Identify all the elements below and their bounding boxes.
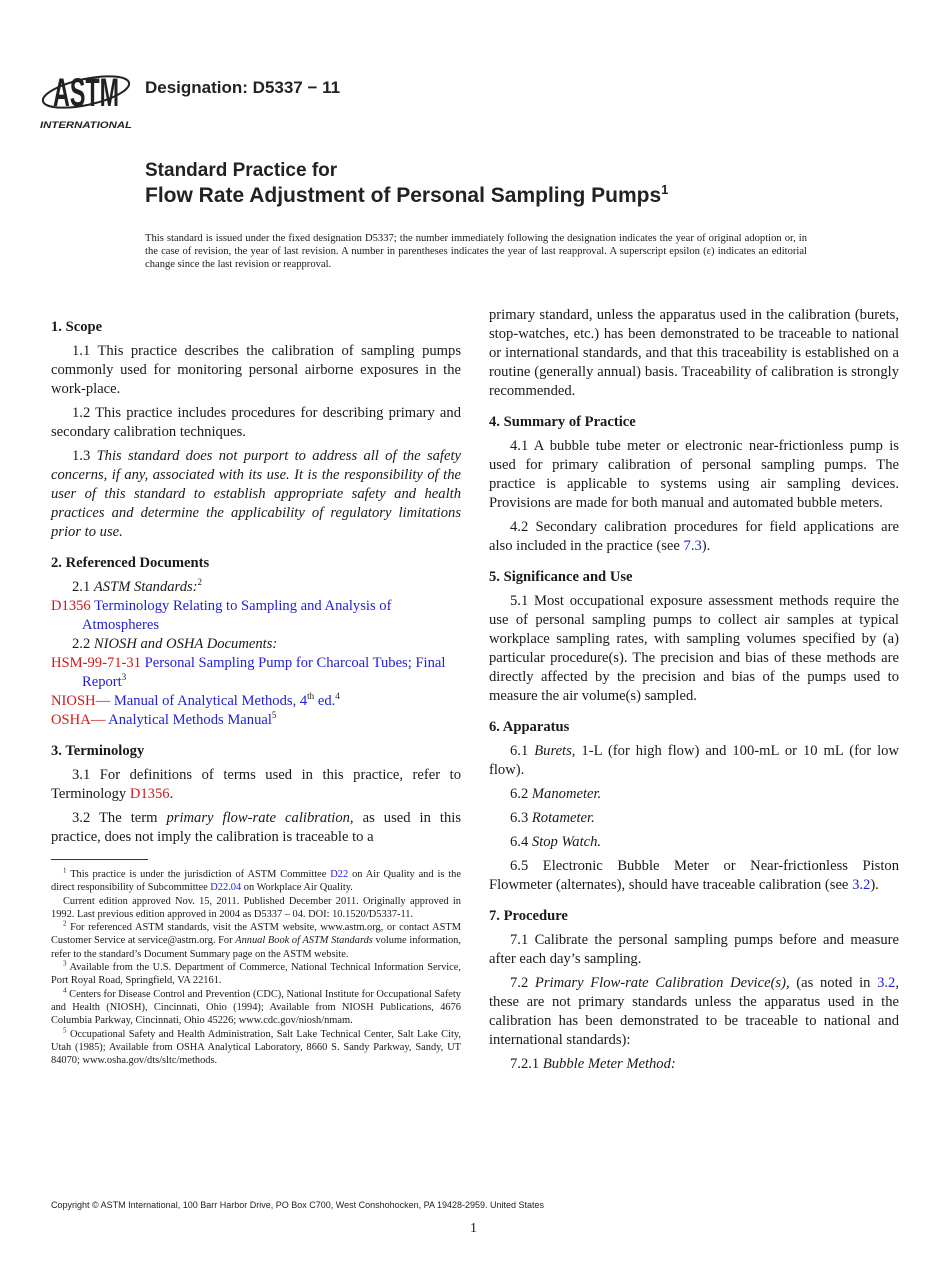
- footnote-mark: th: [307, 691, 315, 702]
- paragraph: [51, 895, 461, 922]
- text-run: ASTM Standards:: [93, 579, 198, 595]
- text-run: 5. Significance and Use: [489, 569, 633, 585]
- text-run: 5.1 Most occupational exposure assessment methods require the use of personal sampling pumps to collect air samples at typical workplace sampling rates, with sampling volumes specified by (a) particular procedure(s). The precision and bias of these methods are directly affected by the precision and bias of the pumps used to measure the air volume(s) sampled.: [489, 593, 899, 704]
- footnote-mark: 5: [271, 710, 277, 721]
- section-heading: [489, 718, 899, 737]
- section-heading: [489, 907, 899, 926]
- text-run: Current edition approved Nov. 15, 2011. Published December 2011. Originally approved in 1992. Last previous edition approved in 2004 as D5337 – 04. DOI: 10.1520/D5337-11.: [51, 895, 461, 920]
- reference-entry: [51, 692, 461, 711]
- left-column: [51, 306, 461, 852]
- text-run: Primary Flow-rate Calibration Device(s),: [534, 975, 790, 991]
- text-run: 1. Scope: [51, 319, 103, 335]
- cross-reference-link[interactable]: D22.04: [210, 882, 242, 894]
- paragraph: [489, 833, 899, 852]
- title-line-2: [145, 184, 668, 208]
- cross-reference-link[interactable]: ed.: [314, 693, 336, 709]
- text-run: Annual Book of ASTM Standards: [235, 935, 373, 947]
- cross-reference-link[interactable]: D22: [330, 869, 349, 880]
- text-run: 7.2: [510, 975, 535, 991]
- title-text: Flow Rate Adjustment of Personal Sampling Pumps: [145, 184, 662, 207]
- text-run: 2. Referenced Documents: [51, 555, 210, 571]
- text-run: 6.5 Electronic Bubble Meter or Near-frictionless Piston Flowmeter (alternates), should have traceable calibration (see: [489, 858, 899, 893]
- section-heading: [489, 413, 899, 432]
- footnotes: [51, 868, 461, 1067]
- paragraph: [489, 437, 899, 513]
- standard-notice: This standard is issued under the fixed designation D5337; the number immediately following the designation indicates the year of original adoption or, in the case of revision, the year of last revision. A number in parentheses indicates the year of last reapproval. A superscript epsilon (ε) indicates an editorial change since the last revision or reapproval.: [145, 233, 807, 271]
- paragraph: [489, 857, 899, 895]
- text-run: Burets,: [534, 743, 576, 759]
- text-run: , these are not primary standards unless the apparatus used in the calibration has been demonstrated to be traceable to national and international standards):: [489, 975, 900, 1048]
- title-footnote-mark: 1: [661, 182, 669, 197]
- paragraph: [51, 578, 461, 597]
- paragraph: [51, 988, 461, 1028]
- paragraph: [489, 809, 899, 828]
- text-run: 3. Terminology: [51, 743, 145, 759]
- footnote-divider: [51, 859, 148, 860]
- footnote-mark: 2: [197, 577, 203, 588]
- footnote-mark: 4: [335, 691, 340, 702]
- cross-reference-link[interactable]: Personal Sampling Pump for Charcoal Tubes; Final Report: [82, 655, 446, 690]
- cross-reference-link[interactable]: D1356: [129, 786, 170, 802]
- text-run: on Workplace Air Quality.: [241, 882, 353, 894]
- text-run: 6.2: [510, 786, 532, 802]
- paragraph: [489, 592, 899, 706]
- section-heading: [51, 742, 461, 761]
- text-run: Occupational Safety and Health Administration, Salt Lake Technical Center, Salt Lake City, Utah (1985); Available from OSHA Analytical Laboratory, 8660 S. Sandy Parkway, Sandy, UT 84070; www.osha.gov/dts/sltc/methods.: [51, 1028, 461, 1067]
- paragraph: [489, 931, 899, 969]
- text-run: 6.1: [510, 743, 535, 759]
- text-run: NIOSH and OSHA Documents:: [93, 636, 278, 652]
- footnote-mark: 1: [63, 866, 67, 875]
- text-run: 4. Summary of Practice: [489, 414, 636, 430]
- cross-reference-link[interactable]: HSM-99-71-31: [51, 655, 141, 671]
- text-run: For referenced ASTM standards, visit the ASTM website, www.astm.org, or contact ASTM Customer Service at service@astm.org. For: [51, 922, 461, 947]
- text-run: 2.1: [72, 579, 94, 595]
- section-heading: [51, 318, 461, 337]
- cross-reference-link[interactable]: 3.2: [877, 975, 896, 991]
- paragraph: [489, 306, 899, 401]
- cross-reference-link[interactable]: Terminology Relating to Sampling and Analysis of Atmospheres: [82, 598, 392, 633]
- paragraph: [51, 766, 461, 804]
- text-run: 1.3: [72, 448, 97, 464]
- footnote-mark: 3: [121, 672, 127, 683]
- footnote-mark: 4: [63, 986, 67, 995]
- text-run: 3.1 For definitions of terms used in this practice, refer to Terminology: [51, 767, 461, 802]
- text-run: 1-L (for high flow) and 100-mL or 10 mL (for low flow).: [489, 743, 900, 778]
- right-column: [489, 306, 899, 1074]
- text-run: 4.2 Secondary calibration procedures for field applications are also included in the practice (see: [489, 519, 899, 554]
- paragraph: [489, 742, 899, 780]
- text-run: 6.4: [510, 834, 532, 850]
- paragraph: [51, 1028, 461, 1068]
- paragraph: [51, 961, 461, 988]
- paragraph: [489, 785, 899, 804]
- paragraph: [489, 518, 899, 556]
- paragraph: [51, 868, 461, 895]
- text-run: 4.1 A bubble tube meter or electronic near-frictionless pump is used for primary calibration of personal sampling pumps. The practice is applicable to systems using air sampling devices. Provisions are made for both manual and automated bubble meters.: [489, 438, 899, 511]
- text-run: 3.2 The term: [72, 810, 167, 826]
- astm-logo: [38, 62, 134, 132]
- svg-text:ASTM: ASTM: [53, 71, 119, 115]
- cross-reference-link[interactable]: 7.3: [683, 538, 702, 554]
- paragraph: [51, 921, 461, 961]
- text-run: 6.3: [510, 810, 532, 826]
- section-heading: [489, 568, 899, 587]
- paragraph: [51, 404, 461, 442]
- text-run: as used in this practice, does not imply the calibration is traceable to a: [51, 810, 462, 845]
- text-run: 1.2 This practice includes procedures for describing primary and secondary calibration techniques.: [51, 405, 461, 440]
- svg-text:INTERNATIONAL: INTERNATIONAL: [40, 120, 133, 131]
- text-run: 7. Procedure: [489, 908, 568, 924]
- text-run: 1.1 This practice describes the calibration of sampling pumps commonly used for monitoring personal airborne exposures in the work-place.: [51, 343, 461, 397]
- text-run: primary standard, unless the apparatus used in the calibration (burets, stop-watches, etc.) has been demonstrated to be traceable to national or international standards, and that this traceability is established on a routine (generally annual) basis. Traceability of calibration is strongly recommended.: [489, 307, 899, 399]
- reference-entry: [51, 654, 461, 692]
- cross-reference-link[interactable]: Manual of Analytical Methods, 4: [110, 693, 308, 709]
- title-line-1: Standard Practice for: [145, 160, 338, 181]
- cross-reference-link[interactable]: Analytical Methods Manual: [105, 712, 272, 728]
- text-run: Available from the U.S. Department of Commerce, National Technical Information Service, Port Royal Road, Springfield, VA 22161.: [51, 962, 461, 987]
- text-run: primary flow-rate calibration,: [166, 810, 354, 826]
- text-run: This standard does not purport to address all of the safety concerns, if any, associated with its use. It is the responsibility of the user of this standard to establish appropriate safety and health practices and determine the applicability of regulatory limitations prior to use.: [51, 448, 461, 540]
- text-run: 7.2.1: [510, 1056, 543, 1072]
- text-run: Stop Watch.: [531, 834, 602, 850]
- footnote-mark: 2: [63, 919, 67, 928]
- text-run: (as noted in: [789, 975, 878, 991]
- cross-reference-link[interactable]: OSHA—: [51, 712, 106, 728]
- paragraph: [489, 1055, 899, 1074]
- reference-entry: [51, 711, 461, 730]
- paragraph: [51, 809, 461, 847]
- section-heading: [51, 554, 461, 573]
- page-number: 1: [470, 1221, 477, 1236]
- text-run: 7.1 Calibrate the personal sampling pumps before and measure after each day’s sampling.: [489, 932, 899, 967]
- text-run: Centers for Disease Control and Prevention (CDC), National Institute for Occupational Safety and Health (NIOSH), Cincinnati, Ohio (1994); Available from NIOSH Publications, 4676 Columbia Parkway, Cincinnati, Ohio 45226; www.cdc.gov/niosh/nmam.: [51, 988, 461, 1027]
- text-run: .: [169, 786, 174, 802]
- text-run: 2.2: [72, 636, 94, 652]
- paragraph: [51, 342, 461, 399]
- copyright-notice: Copyright © ASTM International, 100 Barr Harbor Drive, PO Box C700, West Conshohocken, PA 19428-2959. United States: [51, 1200, 545, 1210]
- cross-reference-link[interactable]: D1356: [51, 598, 91, 614]
- cross-reference-link[interactable]: 3.2: [852, 877, 871, 893]
- cross-reference-link[interactable]: NIOSH—: [51, 693, 111, 709]
- text-run: Manometer.: [531, 786, 602, 802]
- text-run: Bubble Meter Method:: [542, 1056, 676, 1072]
- designation: Designation: D5337 − 11: [145, 78, 341, 97]
- paragraph: [51, 635, 461, 654]
- text-run: This practice is under the jurisdiction of ASTM Committee: [66, 869, 331, 880]
- reference-entry: [51, 597, 461, 635]
- text-run: Rotameter.: [531, 810, 595, 826]
- paragraph: [489, 974, 899, 1050]
- footnote-mark: 3: [63, 959, 67, 968]
- footnote-mark: 5: [63, 1026, 67, 1035]
- text-run: ).: [701, 538, 711, 554]
- text-run: ).: [870, 877, 879, 893]
- text-run: 6. Apparatus: [489, 719, 570, 735]
- paragraph: [51, 447, 461, 542]
- text-run: on Air Quality and is the direct responsibility of Subcommittee: [51, 869, 461, 894]
- text-run: volume information, refer to the standard’s Document Summary page on the ASTM website.: [51, 935, 461, 960]
